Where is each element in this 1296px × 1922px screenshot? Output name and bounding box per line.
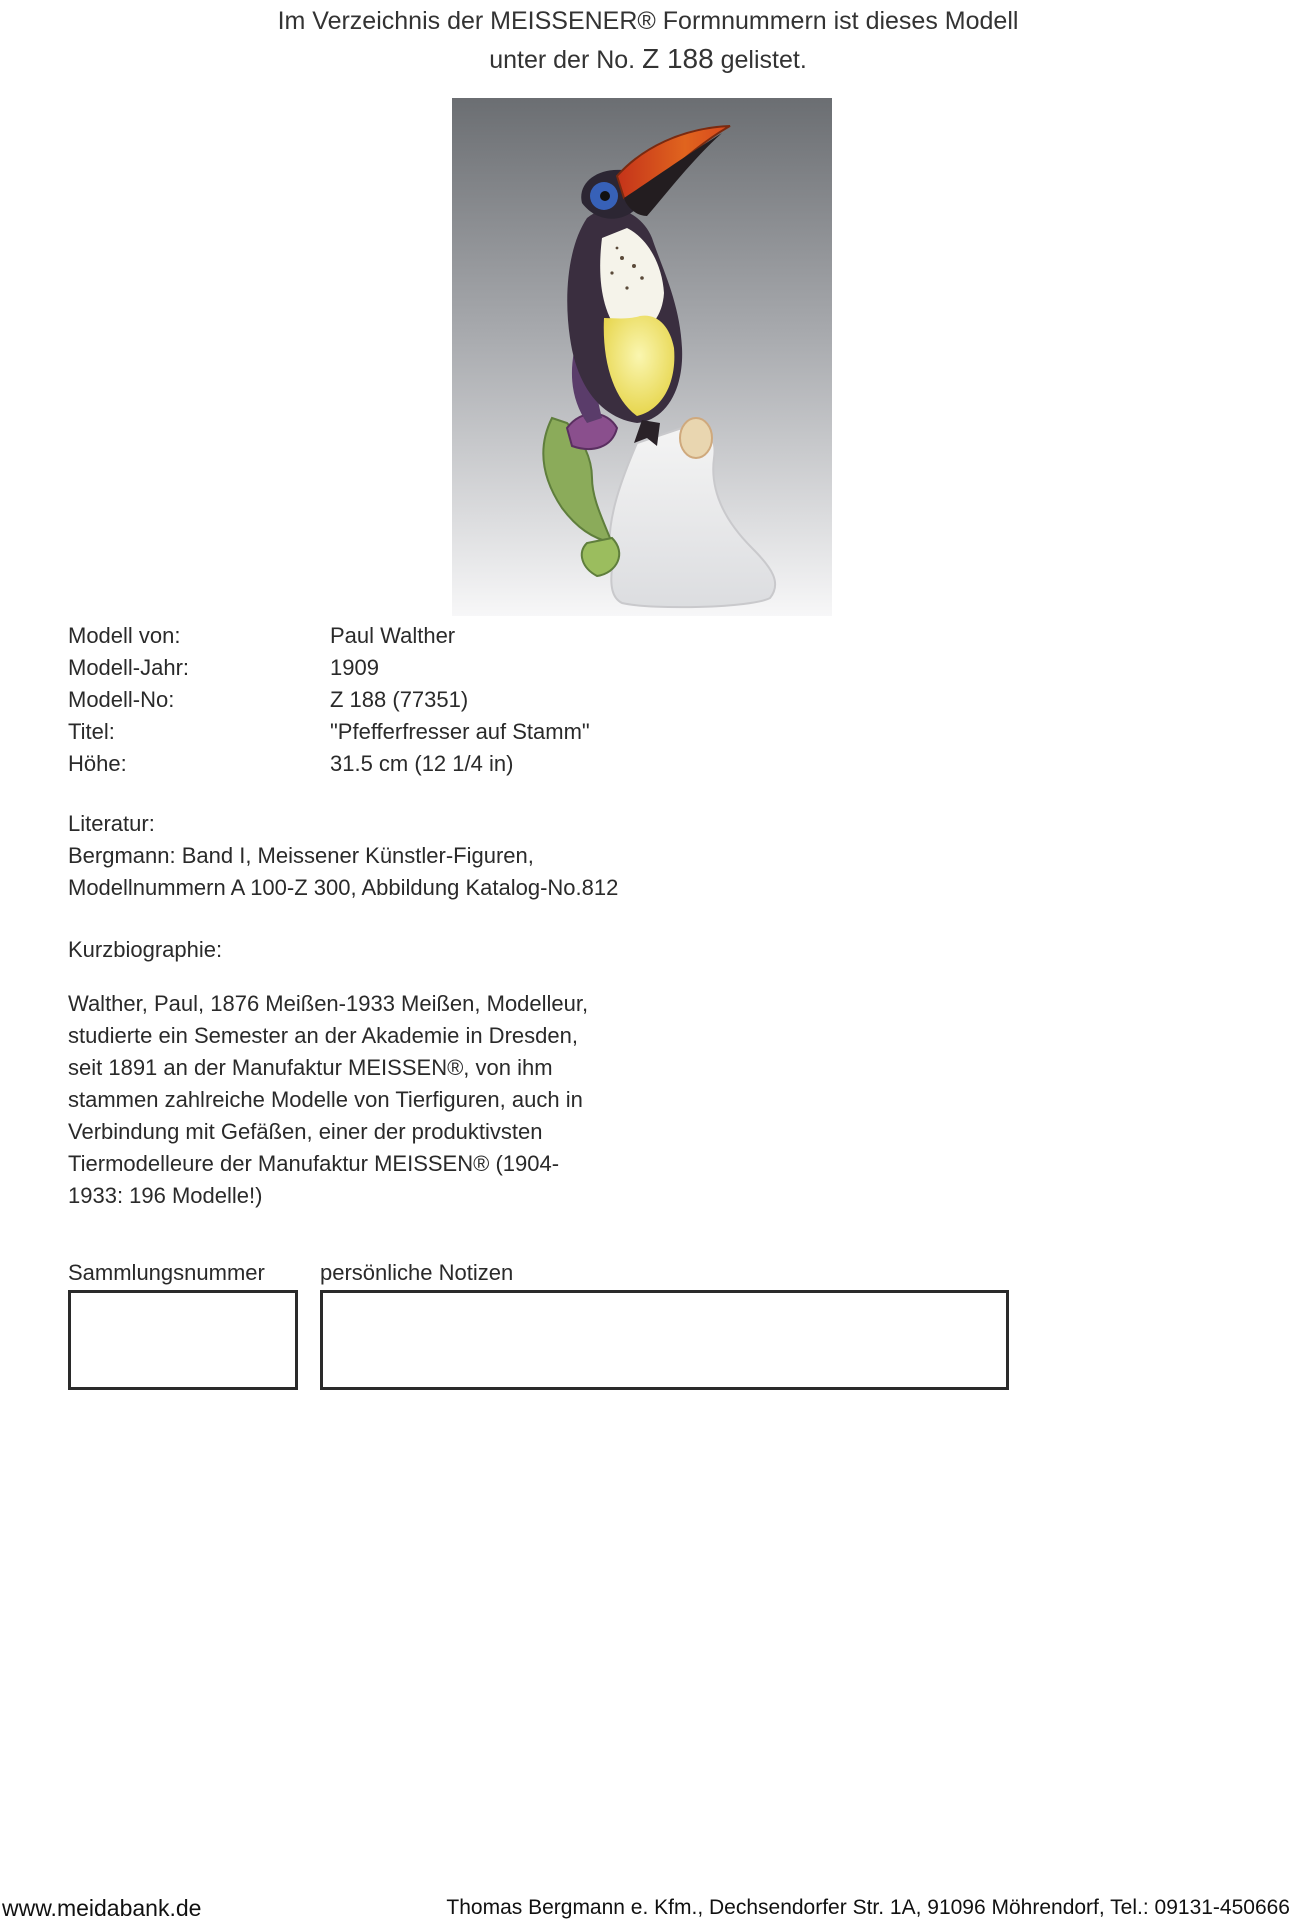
literatur-line-1: Bergmann: Band I, Meissener Künstler-Figuren, (68, 843, 534, 868)
footer-website: www.meidabank.de (2, 1895, 202, 1921)
toucan-figurine-photo (452, 98, 832, 616)
header-model-number: Z 188 (642, 43, 714, 74)
sammlungsnummer-label: Sammlungsnummer (68, 1260, 265, 1285)
detail-row-modell-jahr (68, 652, 590, 684)
detail-row-titel (68, 716, 590, 748)
footer-address: Thomas Bergmann e. Kfm., Dechsendorfer Str. 1A, 91096 Möhrendorf, Tel.: 09131-450666 (446, 1896, 1290, 1919)
header-line-1: Im Verzeichnis der MEISSENER® Formnummern ist dieses Modell (277, 7, 1019, 35)
detail-value: "Pfefferfresser auf Stamm" (330, 719, 590, 744)
detail-label: Höhe: (68, 751, 127, 776)
detail-label: Titel: (68, 719, 115, 744)
detail-value: Z 188 (77351) (330, 687, 469, 712)
detail-value: Paul Walther (330, 623, 456, 648)
bio-line: stammen zahlreiche Modelle von Tierfiguren, auch in (68, 1087, 583, 1112)
header-suffix: gelistet. (713, 46, 807, 74)
notizen-field[interactable] (320, 1290, 1009, 1390)
detail-label: Modell von: (68, 623, 181, 648)
notizen-label: persönliche Notizen (320, 1260, 514, 1285)
detail-row-hoehe (68, 748, 590, 780)
header-prefix: unter der No. (489, 46, 643, 74)
bio-line: Verbindung mit Gefäßen, einer der produktivsten (68, 1119, 543, 1144)
detail-row-modell-von (68, 620, 590, 652)
model-details (68, 620, 590, 780)
kurzbiographie-text (68, 988, 658, 1212)
literatur-line-2: Modellnummern A 100-Z 300, Abbildung Katalog-No.812 (68, 875, 619, 900)
detail-label: Modell-No: (68, 687, 175, 712)
sammlungsnummer-field[interactable] (68, 1290, 298, 1390)
detail-value: 1909 (330, 655, 379, 680)
bio-line: studierte ein Semester an der Akademie in Dresden, (68, 1023, 578, 1048)
kurzbiographie-heading: Kurzbiographie: (68, 937, 223, 962)
bio-line: 1933: 196 Modelle!) (68, 1183, 263, 1208)
detail-row-modell-no (68, 684, 590, 716)
bio-line: Walther, Paul, 1876 Meißen-1933 Meißen, Modelleur, (68, 991, 589, 1016)
bio-line: Tiermodelleure der Manufaktur MEISSEN® (1904- (68, 1151, 560, 1176)
detail-value: 31.5 cm (12 1/4 in) (330, 751, 514, 776)
literatur-heading: Literatur: (68, 811, 155, 836)
header-line-2 (0, 40, 1296, 79)
page-header (0, 2, 1296, 79)
bio-line: seit 1891 an der Manufaktur MEISSEN®, von ihm (68, 1055, 553, 1080)
literatur-section (68, 808, 618, 904)
detail-label: Modell-Jahr: (68, 655, 190, 680)
